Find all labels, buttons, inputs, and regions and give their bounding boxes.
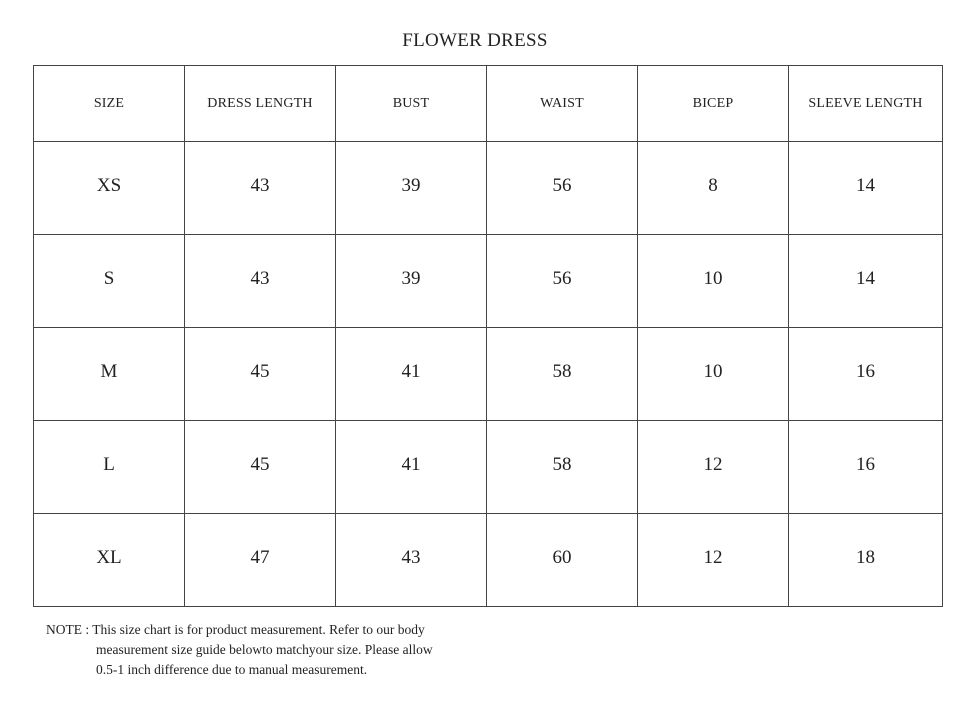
note-line-3: 0.5-1 inch difference due to manual measurement.	[96, 662, 368, 677]
cell-waist: 56	[487, 235, 638, 328]
cell-size: S	[34, 235, 185, 328]
cell-bust: 39	[336, 142, 487, 235]
cell-waist: 56	[487, 142, 638, 235]
note-line-1: NOTE : This size chart is for product measurement. Refer to our body	[46, 622, 425, 637]
header-size: SIZE	[34, 66, 185, 142]
table-row	[34, 421, 943, 514]
cell-sleeve-length: 16	[789, 328, 943, 421]
measurement-note	[46, 620, 526, 680]
cell-dress-length: 43	[185, 142, 336, 235]
cell-waist: 60	[487, 514, 638, 607]
header-sleeve-length: SLEEVE LENGTH	[789, 66, 943, 142]
cell-sleeve-length: 14	[789, 142, 943, 235]
cell-dress-length: 45	[185, 421, 336, 514]
cell-sleeve-length: 16	[789, 421, 943, 514]
header-waist: WAIST	[487, 66, 638, 142]
cell-bicep: 8	[638, 142, 789, 235]
cell-bust: 43	[336, 514, 487, 607]
cell-dress-length: 47	[185, 514, 336, 607]
table-row	[34, 235, 943, 328]
cell-dress-length: 43	[185, 235, 336, 328]
cell-bicep: 10	[638, 328, 789, 421]
chart-title: FLOWER DRESS	[402, 30, 548, 51]
cell-bicep: 10	[638, 235, 789, 328]
cell-waist: 58	[487, 328, 638, 421]
size-chart-table	[33, 65, 943, 607]
cell-bust: 41	[336, 328, 487, 421]
cell-size: M	[34, 328, 185, 421]
header-bicep: BICEP	[638, 66, 789, 142]
header-row	[34, 66, 943, 142]
cell-size: XL	[34, 514, 185, 607]
cell-bicep: 12	[638, 421, 789, 514]
cell-bust: 41	[336, 421, 487, 514]
table-row	[34, 142, 943, 235]
cell-dress-length: 45	[185, 328, 336, 421]
cell-bust: 39	[336, 235, 487, 328]
table-row	[34, 514, 943, 607]
cell-bicep: 12	[638, 514, 789, 607]
cell-sleeve-length: 18	[789, 514, 943, 607]
cell-size: L	[34, 421, 185, 514]
header-bust: BUST	[336, 66, 487, 142]
note-line-2: measurement size guide belowto matchyour size. Please allow	[96, 642, 433, 657]
cell-size: XS	[34, 142, 185, 235]
cell-waist: 58	[487, 421, 638, 514]
header-dress-length: DRESS LENGTH	[185, 66, 336, 142]
cell-sleeve-length: 14	[789, 235, 943, 328]
table-row	[34, 328, 943, 421]
